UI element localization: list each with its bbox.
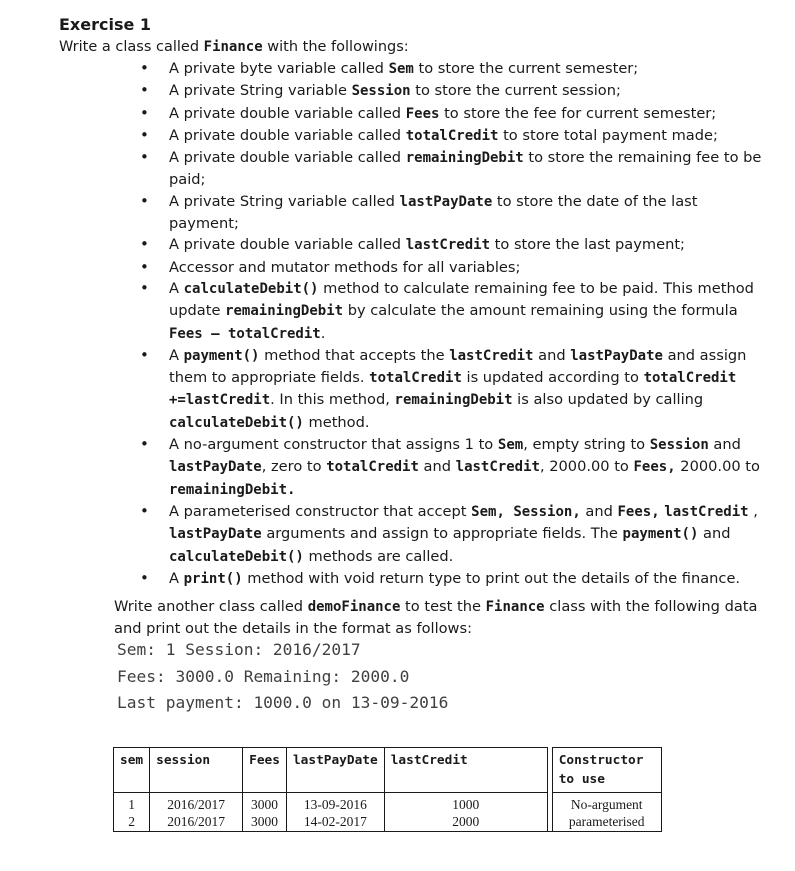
- cell-lastpaydate: 14-02-2017: [286, 813, 384, 832]
- table-header-row: [114, 748, 662, 793]
- requirement-remainingdebit: • A private double variable called remainingDebit to store the remaining fee to be paid;: [140, 147, 772, 191]
- header-lastcredit: lastCredit: [384, 748, 547, 793]
- cell-session: 2016/2017: [150, 793, 243, 814]
- requirement-calculatedebit: • A calculateDebit() method to calculate remaining fee to be paid. This method update remainingDebit by calculate the amount remaining using the formula Fees – totalCredit.: [140, 278, 772, 345]
- requirement-accessors: • Accessor and mutator methods for all variables;: [140, 257, 772, 278]
- requirement-param-constructor: • A parameterised constructor that accept Sem, Session, and Fees, lastCredit , lastPayDate arguments and assign to appropriate fields. The payment() and calculateDebit() methods are called.: [140, 501, 772, 568]
- test-data-table: [113, 747, 662, 832]
- class-name-finance: Finance: [203, 39, 263, 55]
- header-constructor: Constructor to use: [552, 748, 661, 793]
- intro-line: [59, 37, 409, 57]
- cell-fees: 3000: [243, 813, 287, 832]
- cell-constructor: No-argument: [552, 793, 661, 814]
- cell-lastpaydate: 13-09-2016: [286, 793, 384, 814]
- cell-sem: 1: [114, 793, 150, 814]
- intro-text-end: with the followings:: [262, 39, 409, 55]
- exercise-title: Exercise 1: [59, 15, 152, 34]
- cell-lastcredit: 1000: [384, 793, 547, 814]
- requirement-session: • A private String variable Session to store the current session;: [140, 80, 772, 102]
- header-sem: sem: [114, 748, 150, 793]
- requirements-list: [140, 58, 772, 590]
- cell-session: 2016/2017: [150, 813, 243, 832]
- requirement-sem: • A private byte variable called Sem to store the current semester;: [140, 58, 772, 80]
- table-row: [114, 813, 662, 832]
- requirement-fees: • A private double variable called Fees to store the fee for current semester;: [140, 103, 772, 125]
- requirement-payment: • A payment() method that accepts the lastCredit and lastPayDate and assign them to appropriate fields. totalCredit is updated according to totalCredit +=lastCredit. In this method, remainingDebit is also updated by calling calculateDebit() method.: [140, 345, 772, 434]
- header-fees: Fees: [243, 748, 287, 793]
- requirement-totalcredit: • A private double variable called totalCredit to store total payment made;: [140, 125, 772, 147]
- output-line-1: Sem: 1 Session: 2016/2017: [117, 640, 361, 659]
- cell-lastcredit: 2000: [384, 813, 547, 832]
- cell-fees: 3000: [243, 793, 287, 814]
- header-lastpaydate: lastPayDate: [286, 748, 384, 793]
- requirement-lastpaydate: • A private String variable called lastPayDate to store the date of the last payment;: [140, 191, 772, 235]
- cell-sem: 2: [114, 813, 150, 832]
- table-row: [114, 793, 662, 814]
- demo-instructions: Write another class called demoFinance to test the Finance class with the following data and print out the details in the format as follows:: [114, 598, 758, 637]
- sample-output: [117, 637, 448, 717]
- cell-constructor: parameterised: [552, 813, 661, 832]
- requirement-noarg-constructor: • A no-argument constructor that assigns 1 to Sem, empty string to Session and lastPayDate, zero to totalCredit and lastCredit, 2000.00 to Fees, 2000.00 to remainingDebit.: [140, 434, 772, 501]
- requirement-print: • A print() method with void return type to print out the details of the finance.: [140, 568, 772, 590]
- output-line-2: Fees: 3000.0 Remaining: 2000.0: [117, 666, 410, 686]
- header-session: session: [150, 748, 243, 793]
- class-name-demofinance: demoFinance: [307, 599, 401, 615]
- output-line-3: Last payment: 1000.0 on 13-09-2016: [117, 693, 449, 712]
- requirement-lastcredit: • A private double variable called lastCredit to store the last payment;: [140, 234, 772, 256]
- intro-text: Write a class called: [59, 39, 204, 55]
